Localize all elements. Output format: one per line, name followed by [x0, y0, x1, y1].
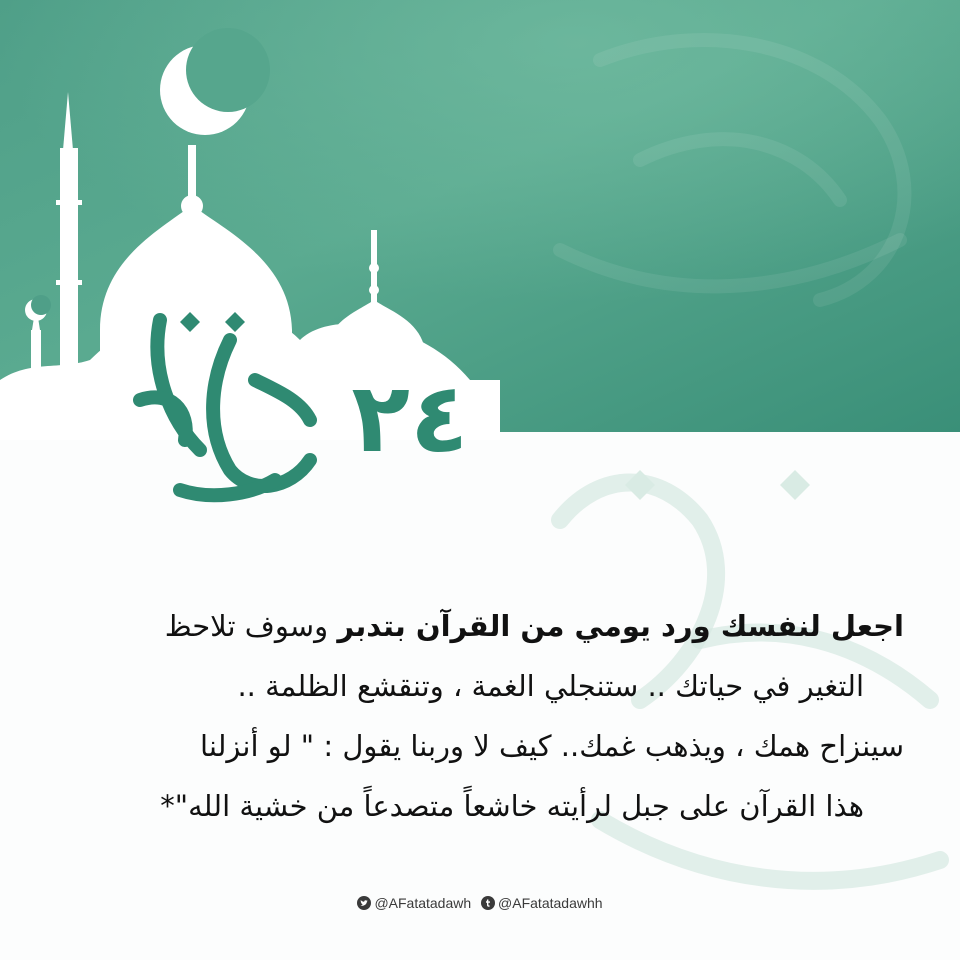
message-line-3: سينزاح همك ، ويذهب غمك.. كيف لا وربنا يقول : " لو أنزلنا — [200, 729, 904, 763]
tumblr-handle-text: @AFatatadawhh — [498, 895, 603, 911]
tumblr-icon — [481, 896, 495, 910]
message-line-1-rest: وسوف تلاحظ — [164, 609, 329, 643]
twitter-handle[interactable] — [357, 895, 471, 911]
twitter-icon — [357, 896, 371, 910]
ramadan-word — [150, 300, 310, 500]
tumblr-handle[interactable] — [481, 895, 603, 911]
message-text — [40, 596, 920, 836]
social-handles — [0, 895, 960, 913]
message-line-1-bold: اجعل لنفسك ورد يومي من القرآن بتدبر — [337, 609, 904, 643]
message-line-2: التغير في حياتك .. ستنجلي الغمة ، وتنقشع الظلمة .. — [237, 669, 864, 703]
twitter-handle-text: @AFatatadawh — [374, 895, 472, 911]
day-number: ٢٤ — [351, 362, 469, 474]
message-line-4: هذا القرآن على جبل لرأيته خاشعاً متصدعاً من خشية الله"* — [160, 789, 864, 823]
message-line-1 — [40, 596, 920, 656]
